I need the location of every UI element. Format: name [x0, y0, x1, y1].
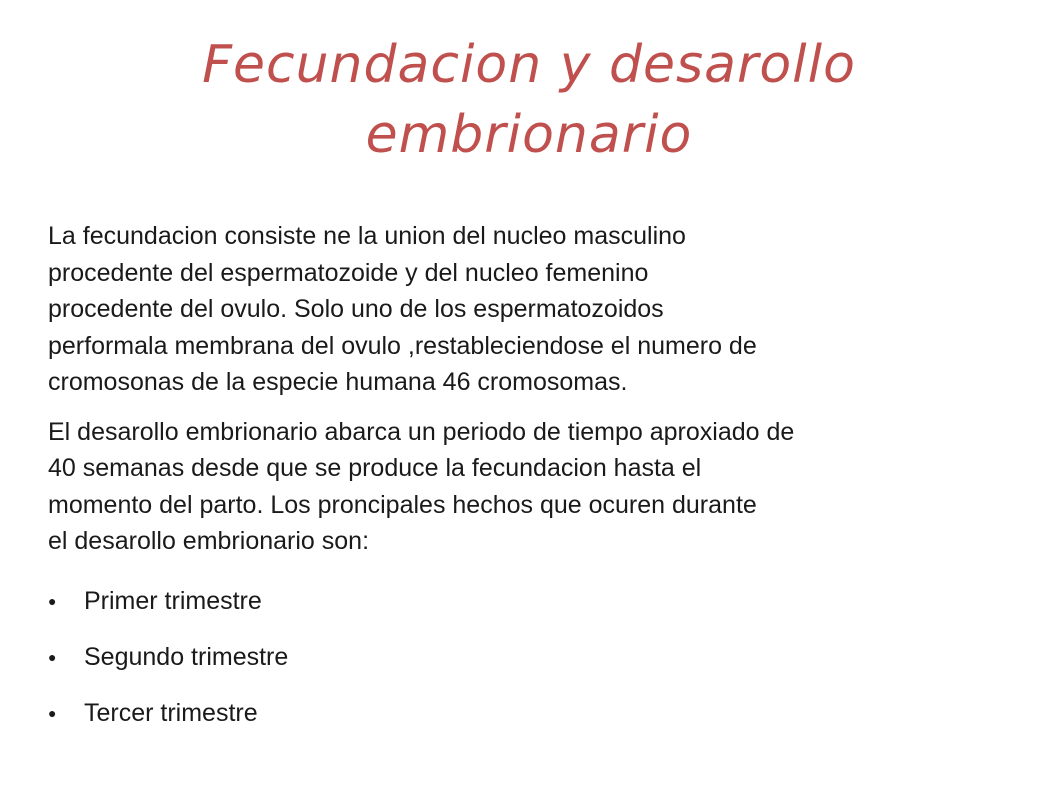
bullet-text: Segundo trimestre: [84, 642, 289, 671]
list-item: [48, 693, 1028, 749]
paragraph-line: procedente del espermatozoide y del nucleo femenino: [48, 258, 649, 287]
paragraph-line: El desarollo embrionario abarca un periodo de tiempo aproxiado de: [48, 417, 795, 446]
bullet-text: Primer trimestre: [84, 586, 262, 615]
paragraph-line: momento del parto. Los proncipales hechos que ocuren durante: [48, 490, 757, 519]
bullet-icon: ●: [48, 648, 57, 665]
paragraph-line: 40 semanas desde que se produce la fecundacion hasta el: [48, 454, 702, 482]
slide-body: [48, 218, 1028, 749]
list-item: [48, 637, 1028, 693]
bullet-list: [48, 581, 1028, 749]
paragraph-fecundacion: [48, 218, 1028, 401]
slide-title: [60, 30, 998, 170]
paragraph-line: performala membrana del ovulo ,restableciendose el numero de: [48, 331, 757, 360]
list-item: [48, 581, 1028, 637]
paragraph-line: La fecundacion consiste ne la union del nucleo masculino: [48, 222, 686, 250]
paragraph-desarollo: [48, 414, 1028, 560]
title-line-1: Fecundacion y desarollo: [202, 35, 856, 95]
paragraph-line: el desarollo embrionario son:: [48, 527, 370, 555]
bullet-text: Tercer trimestre: [84, 698, 258, 727]
paragraph-line: procedente del ovulo. Solo uno de los espermatozoidos: [48, 295, 664, 323]
title-line-2: embrionario: [365, 105, 693, 165]
paragraph-line: cromosonas de la especie humana 46 cromosomas.: [48, 368, 628, 396]
bullet-icon: ●: [48, 592, 57, 609]
bullet-icon: ●: [48, 704, 57, 721]
